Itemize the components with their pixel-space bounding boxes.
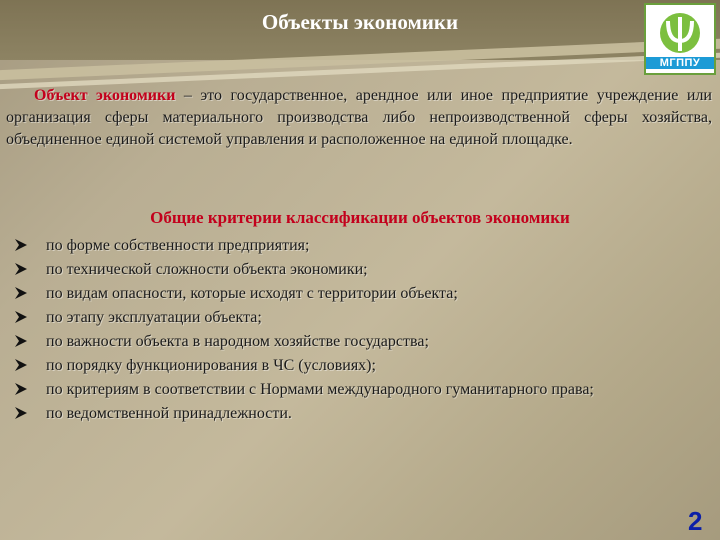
list-item: [12, 307, 712, 330]
list-item-text: по ведомственной принадлежности.: [46, 405, 292, 422]
criteria-list: [12, 235, 712, 427]
list-item: [12, 283, 712, 306]
arrow-bullet-icon: [14, 334, 28, 348]
arrow-bullet-icon: [14, 310, 28, 324]
list-item: [12, 403, 712, 426]
definition-text: – это государственное, арендное или иное предприятие учреждение или организация сферы материального производства либо непроизводственной сферы хозяйства, объединенное единой системой управления и расположенное на единой площадке.: [6, 87, 712, 148]
slide-title: Объекты экономики: [261, 10, 459, 34]
list-item-text: по важности объекта в народном хозяйстве государства;: [46, 333, 429, 350]
definition-paragraph: [6, 85, 712, 151]
arrow-bullet-icon: [14, 238, 28, 252]
arrow-bullet-icon: [14, 358, 28, 372]
arrow-bullet-icon: [14, 406, 28, 420]
arrow-bullet-icon: [14, 286, 28, 300]
arrow-bullet-icon: [14, 382, 28, 396]
list-item: [12, 235, 712, 258]
list-item-text: по форме собственности предприятия;: [46, 237, 310, 254]
criteria-heading: Общие критерии классификации объектов экономики: [150, 208, 570, 227]
list-item-text: по технической сложности объекта экономики;: [46, 261, 368, 278]
logo: [644, 3, 716, 75]
definition-term: Объект экономики: [34, 87, 176, 104]
arrow-bullet-icon: [14, 262, 28, 276]
list-item-text: по критериям в соответствии с Нормами международного гуманитарного права;: [46, 381, 594, 398]
list-item: [12, 355, 712, 378]
list-item: [12, 379, 712, 402]
list-item: [12, 259, 712, 282]
list-item-text: по этапу эксплуатации объекта;: [46, 309, 262, 326]
list-item-text: по порядку функционирования в ЧС (условиях);: [46, 357, 376, 374]
list-item-text: по видам опасности, которые исходят с территории объекта;: [46, 285, 458, 302]
list-item: [12, 331, 712, 354]
logo-text: МГППУ: [646, 57, 714, 69]
page-number: 2: [688, 506, 703, 536]
